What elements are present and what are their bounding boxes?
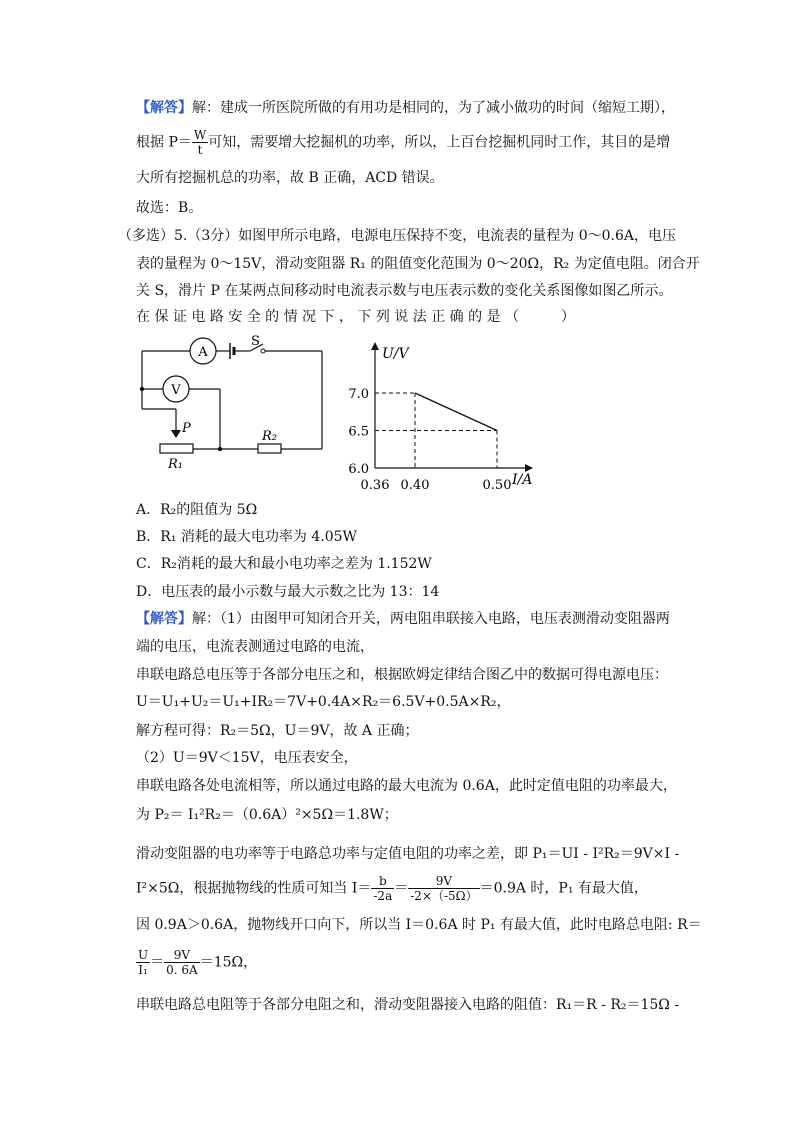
question-5-line-3: 关 S，滑片 P 在某两点间移动时电流表示数与电压表示数的变化关系图像如图乙所示。 [136,283,673,299]
answer-line-13: 串联电路总电阻等于各部分电阻之和，滑动变阻器接入电路的阻值：R₁＝R - R₂＝15Ω - [136,997,680,1013]
option-c: C．R₂消耗的最大和最小电功率之差为 1.152W [136,556,432,572]
switch-label: S [251,334,260,349]
voltmeter-label: V [171,383,181,398]
y-tick-label: 6.5 [348,424,369,440]
prev-answer-line-2 [136,128,670,157]
prev-answer-text-2: 可知，需要增大挖掘机的功率，所以，上百台挖掘机同时工作，其目的是增 [208,134,671,151]
prev-answer-line-3: 大所有挖掘机总的功率，故 B 正确，ACD 错误。 [136,170,444,186]
answer-line-12: $\frac{U}{\text{I₁}}$ ＝ $\frac{9V}{0. 6A}$ ＝15Ω， [138,948,258,977]
fraction-9v-over-10: $\frac{9V}{-2\times(-5\Omega)}$ [410,874,478,903]
fraction-9v-over-0-6a: $\frac{9V}{0. 6A}$ [166,948,198,977]
junction-dot [218,447,222,451]
question-5-line-4: 在 保 证 电 路 安 全 的 情 况 下 ， 下 列 说 法 正 确 的 是 （ ） [136,309,576,325]
answer-tag: 【解答】 [136,611,192,627]
answer-line-8: 为 P₂＝ I₁²R₂＝（0.6A）²×5Ω＝1.8W； [136,807,398,823]
answer-line-6: （2）U＝9V＜15V，电压表安全， [136,750,358,766]
answer-line-11: 因 0.9A＞0.6A，抛物线开口向下，所以当 I＝0.6A 时 P₁ 有最大值，此时电路总电阻: R＝ [136,917,702,933]
fraction-u-over-i1: $\frac{U}{\text{I₁}}$ [138,948,149,977]
option-a: A．R₂的阻值为 5Ω [136,502,258,518]
ammeter-label: A [198,345,208,360]
prev-answer-text-1: 解：建成一所医院所做的有用功是相同的，为了减小做功的时间（缩短工期）， [192,100,675,116]
answer-line-7: 串联电路各处电流相等，所以通过电路的最大电流为 0.6A，此时定值电阻的功率最大， [136,778,677,794]
x-tick-label: 0.50 [482,478,512,493]
y-axis-arrow-icon [371,342,379,350]
slider-label: P [182,421,191,436]
y-axis-label: U/V [382,346,409,362]
data-line [415,393,497,431]
rheostat-r1 [160,444,193,453]
answer-line-5: 解方程可得：R₂＝5Ω，U＝9V，故 A 正确； [136,723,419,739]
x-tick-label: 0.36 [360,478,390,493]
prev-answer-line-1 [136,98,675,118]
formula-prefix: 根据 P＝ [136,134,192,151]
answer-line-3: 串联电路总电压等于各部分电压之和，根据欧姆定律结合图乙中的数据可得电源电压： [136,667,668,683]
answer-line-4: U＝U₁+U₂＝U₁+IR₂＝7V+0.4A×R₂＝6.5V+0.5A×R₂， [136,694,511,710]
answer-line-1 [136,609,670,629]
answer-text-1: 解：（1）由图甲可知闭合开关，两电阻串联接入电路，电压表测滑动变阻器两 [192,611,670,627]
x-axis-label: I/A [512,472,533,488]
fraction-b-over-2a: $\frac{b}{-2a}$ [373,874,393,903]
y-tick-label: 6.0 [348,462,369,477]
switch-contact [261,349,265,353]
fraction-w-over-t: $\frac{W}{t}$ [193,128,207,157]
r2-label: R₂ [262,429,277,444]
answer-line-2: 端的电压，电流表测通过电路的电流， [136,639,374,655]
prev-answer-choice: 故选：B。 [136,200,203,216]
question-5-line-2: 表的量程为 0～15V，滑动变阻器 R₁ 的阻值变化范围为 0～20Ω，R₂ 为定值电阻。闭合开 [136,256,700,272]
u-i-chart [340,330,550,495]
option-d: D．电压表的最小示数与最大示数之比为 13：14 [136,584,440,600]
answer-line-10: I²×5Ω，根据抛物线的性质可知当 I＝ $\frac{b}{-2a}$ ＝ $\frac{9V}{-2\times(-5\Omega)}$ ＝0.9A 时，P₁ 有最大值， [136,874,648,903]
r1-label: R₁ [168,457,183,472]
y-tick-label: 7.0 [348,387,369,402]
resistor-r2 [258,444,281,453]
question-5-line-1: （多选）5.（3分）如图甲所示电路，电源电压保持不变，电流表的量程为 0～0.6A，电压 [118,228,676,244]
x-axis-arrow-icon [525,464,533,472]
x-tick-label: 0.40 [400,478,430,493]
answer-line-9: 滑动变阻器的电功率等于电路总功率与定值电阻的功率之差，即 P₁＝UI - I²R₂＝9V×I - [136,846,680,862]
answer-tag: 【解答】 [136,100,192,116]
option-b: B．R₁ 消耗的最大电功率为 4.05W [136,529,357,545]
circuit-diagram [130,330,340,480]
junction-dot [140,387,144,391]
slider-arrow-icon [171,430,181,438]
